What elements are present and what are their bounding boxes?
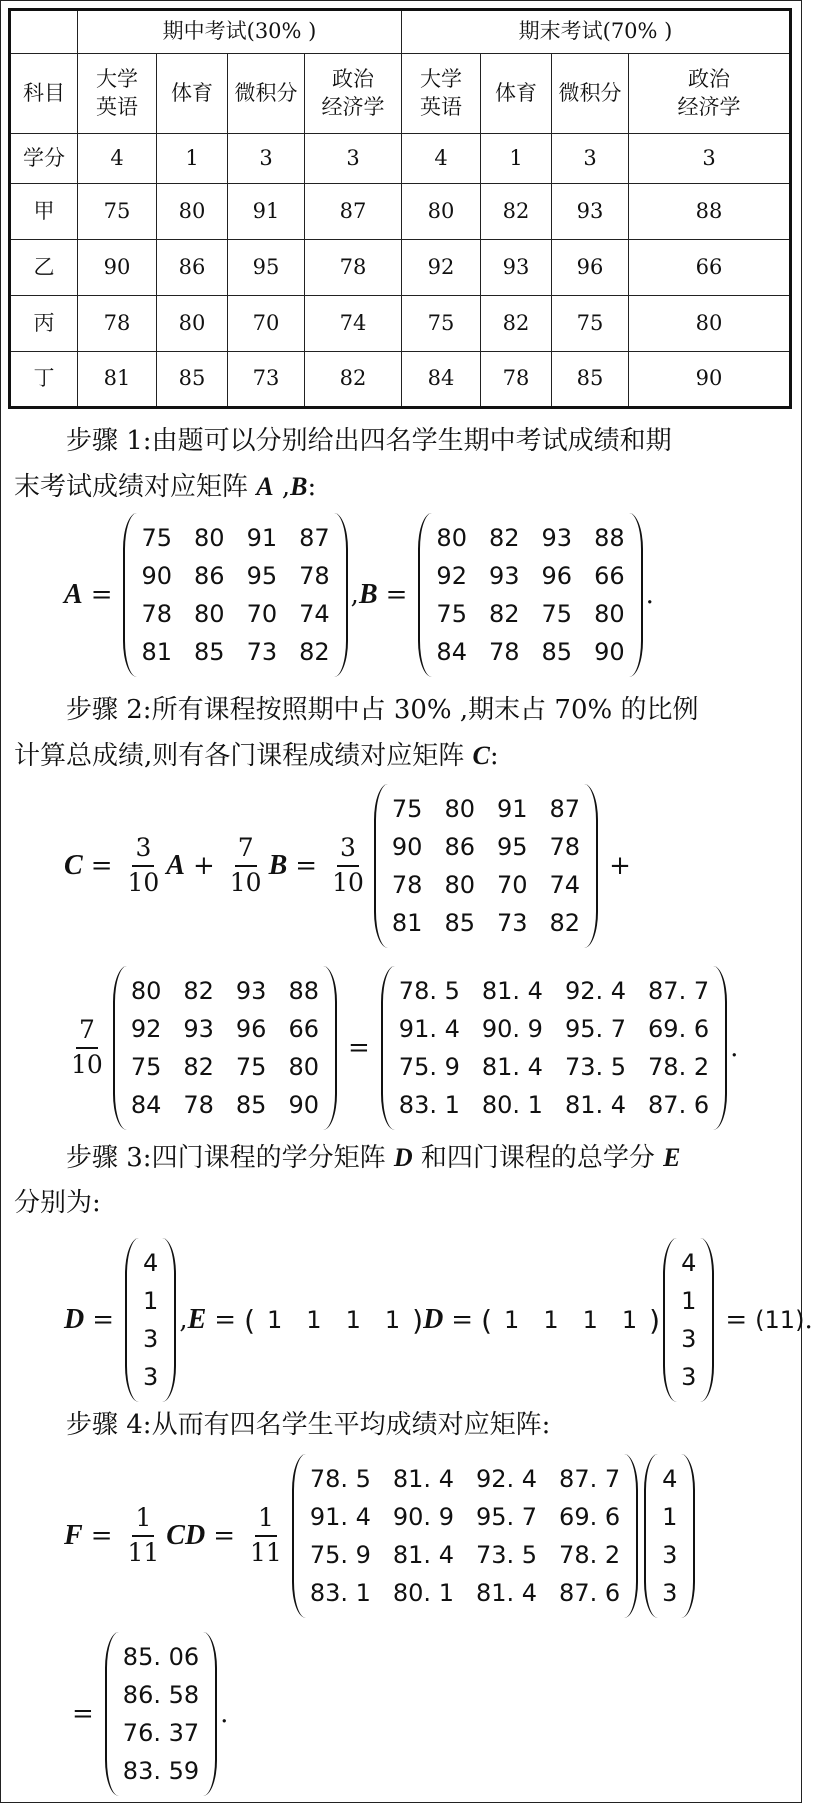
fraction-7-10: $\frac{7}{10}$ — [71, 1015, 103, 1079]
matrix-entry: 95 — [496, 833, 528, 861]
matrix-entry: 88 — [288, 977, 319, 1005]
matrix-entry: 78 — [488, 638, 520, 666]
total-credit-result: (11) — [755, 1306, 805, 1334]
score-cell: 93 — [552, 184, 629, 240]
matrix-entry: 75. 9 — [309, 1541, 371, 1569]
matrix-entry: 75 — [391, 795, 423, 823]
matrix-entry: 85 — [235, 1091, 267, 1119]
matrix-entry: 3 — [143, 1363, 159, 1391]
credit-cell: 1 — [157, 134, 228, 184]
matrix-entry: 81. 4 — [564, 1091, 627, 1119]
matrix-entry: 80 — [194, 524, 225, 552]
step2-text: 步骤 2:所有课程按照期中占 30% ,期末占 70% 的比例 计算总成绩,则有各门课程成绩对应矩阵 C: — [14, 695, 699, 771]
matrix-entry: 80 — [194, 600, 225, 628]
matrix-entry: 78 — [141, 600, 173, 628]
matrix-entry: 86 — [444, 833, 475, 861]
symbol-b: B — [358, 579, 378, 610]
step3-text: 步骤 3:四门课程的学分矩阵 D 和四门课程的总学分 E 分别为: — [14, 1143, 681, 1218]
credit-cell: 4 — [78, 134, 157, 184]
matrix-entry: 73. 5 — [564, 1053, 627, 1081]
score-cell: 90 — [78, 240, 157, 296]
score-cell: 87 — [305, 184, 402, 240]
course-header: 体育 — [481, 54, 552, 134]
fraction-3-10: $\frac{3}{10}$ — [127, 833, 160, 897]
course-header: 政治 经济学 — [305, 54, 402, 134]
matrix-entry: 3 — [681, 1363, 697, 1391]
table-row — [10, 352, 791, 408]
matrix-entry: 78 — [183, 1091, 214, 1119]
score-cell: 93 — [481, 240, 552, 296]
student-rows — [10, 184, 791, 408]
matrix-entry: 74 — [549, 871, 581, 899]
score-cell: 78 — [481, 352, 552, 408]
matrix-entry: 3 — [143, 1325, 159, 1353]
step4-text: 步骤 4:从而有四名学生平均成绩对应矩阵: — [66, 1410, 551, 1440]
matrix-entry: 69. 6 — [559, 1503, 621, 1531]
score-cell: 88 — [629, 184, 791, 240]
matrix-entry: 95. 7 — [564, 1015, 627, 1043]
score-cell: 78 — [78, 296, 157, 352]
matrix-entry: 78. 2 — [559, 1541, 621, 1569]
matrix-entry: 92 — [130, 1015, 162, 1043]
credit-cell: 3 — [305, 134, 402, 184]
score-cell: 75 — [402, 296, 481, 352]
score-table — [8, 8, 792, 409]
matrix-entry: 78. 5 — [398, 977, 460, 1005]
student-name: 甲 — [10, 184, 78, 240]
matrix-entry: 85 — [194, 638, 225, 666]
score-cell: 86 — [157, 240, 228, 296]
matrix-entry: 82 — [183, 977, 214, 1005]
matrix-a — [374, 784, 598, 948]
matrix-b — [418, 513, 642, 677]
table-row — [10, 296, 791, 352]
matrix-entry: 91 — [496, 795, 528, 823]
matrix-entry: 85 — [444, 909, 475, 937]
matrix-entry: 82 — [183, 1053, 214, 1081]
matrix-entry: 78 — [549, 833, 581, 861]
matrix-entry: 85 — [541, 638, 573, 666]
matrix-entry: 95 — [246, 562, 278, 590]
fraction-7-10: $\frac{7}{10}$ — [229, 833, 262, 897]
vector-d — [663, 1238, 714, 1402]
matrix-entry: 90 — [391, 833, 423, 861]
score-cell: 85 — [552, 352, 629, 408]
score-cell: 82 — [481, 296, 552, 352]
equation-f-result: = 85. 06 86. 58 76. 37 83. 59 . — [64, 1632, 228, 1796]
matrix-entry: 4 — [662, 1465, 678, 1493]
score-cell: 82 — [305, 352, 402, 408]
matrix-entry: 80 — [444, 795, 475, 823]
course-header: 大学 英语 — [78, 54, 157, 134]
table-row — [10, 184, 791, 240]
matrix-entry: 75 — [436, 600, 467, 628]
matrix-entry: 75 — [141, 524, 173, 552]
equation-ab: A = 75 80 91 87 90 86 95 78 78 80 70 74 81 85 73 82 , B = 80 82 93 88 92 93 96 66 75 82 75 80 84 78 85 90 . — [64, 513, 654, 677]
matrix-entry: 90 — [141, 562, 173, 590]
credit-cell: 4 — [402, 134, 481, 184]
course-header: 体育 — [157, 54, 228, 134]
equation-f: F = $\frac{1}{11}$ CD = $\frac{1}{11}$ 78. 5 81. 4 92. 4 87. 7 91. 4 90. 9 95. 7 69. 6 75. 9 81. 4 73. 5 78. 2 83. 1 80. 1 81. 4 87. 6 4 1 3 3 — [64, 1454, 698, 1618]
matrix-entry: 4 — [143, 1249, 159, 1277]
matrix-a — [123, 513, 347, 677]
matrix-entry: 70 — [496, 871, 528, 899]
matrix-entry: 80. 1 — [392, 1579, 454, 1607]
matrix-entry: 93 — [541, 524, 573, 552]
matrix-entry: 84 — [130, 1091, 162, 1119]
course-header: 大学 英语 — [402, 54, 481, 134]
matrix-entry: 95. 7 — [475, 1503, 538, 1531]
matrix-entry: 90. 9 — [481, 1015, 543, 1043]
fraction-1-11: $\frac{1}{11}$ — [250, 1503, 282, 1567]
score-cell: 75 — [78, 184, 157, 240]
equation-c-part2: $\frac{7}{10}$ 80 82 93 88 92 93 96 66 75 82 75 80 84 78 85 90 = 78. 5 81. 4 92. 4 87. 7 91. 4 90. 9 95. 7 69. 6 75. 9 81. 4 73. 5 78. 2 83. 1 80. 1 81. 4 87. 6 . — [64, 966, 738, 1130]
matrix-entry: 91 — [246, 524, 278, 552]
matrix-entry: 80 — [436, 524, 467, 552]
matrix-entry: 81 — [141, 638, 173, 666]
matrix-entry: 66 — [594, 562, 625, 590]
score-cell: 70 — [228, 296, 305, 352]
matrix-entry: 78 — [391, 871, 423, 899]
matrix-entry: 73 — [246, 638, 278, 666]
row-vector-ones: ( 1 1 1 1 ) — [244, 1303, 424, 1337]
group-header-midterm: 期中考试(30% ) — [78, 10, 402, 54]
matrix-c — [381, 966, 727, 1130]
matrix-entry: 81. 4 — [481, 1053, 543, 1081]
vector-f — [105, 1632, 217, 1796]
score-cell: 91 — [228, 184, 305, 240]
group-header-final: 期末考试(70% ) — [402, 10, 791, 54]
credit-label: 学分 — [10, 134, 78, 184]
matrix-entry: 83. 1 — [309, 1579, 371, 1607]
matrix-entry: 80. 1 — [481, 1091, 543, 1119]
matrix-entry: 93 — [488, 562, 520, 590]
matrix-entry: 81. 4 — [475, 1579, 538, 1607]
course-header-row — [10, 54, 791, 134]
matrix-entry: 80 — [594, 600, 625, 628]
matrix-entry: 91. 4 — [309, 1503, 371, 1531]
matrix-entry: 66 — [288, 1015, 319, 1043]
score-cell: 80 — [402, 184, 481, 240]
score-cell: 85 — [157, 352, 228, 408]
score-cell: 90 — [629, 352, 791, 408]
matrix-entry: 73. 5 — [475, 1541, 538, 1569]
course-header: 微积分 — [552, 54, 629, 134]
student-name: 乙 — [10, 240, 78, 296]
matrix-entry: 80 — [130, 977, 162, 1005]
matrix-entry: 93 — [183, 1015, 214, 1043]
score-cell: 78 — [305, 240, 402, 296]
score-cell: 80 — [157, 184, 228, 240]
score-cell: 80 — [157, 296, 228, 352]
matrix-entry: 91. 4 — [398, 1015, 460, 1043]
score-cell: 95 — [228, 240, 305, 296]
matrix-entry: 96 — [541, 562, 573, 590]
matrix-entry: 87. 6 — [648, 1091, 710, 1119]
matrix-c — [292, 1454, 638, 1618]
matrix-entry: 83. 1 — [398, 1091, 460, 1119]
matrix-entry: 70 — [246, 600, 278, 628]
matrix-entry: 83. 59 — [122, 1757, 200, 1785]
table-corner-cell — [10, 10, 78, 54]
score-cell: 73 — [228, 352, 305, 408]
matrix-entry: 85. 06 — [122, 1643, 200, 1671]
matrix-entry: 88 — [594, 524, 625, 552]
matrix-entry: 87. 7 — [559, 1465, 621, 1493]
student-name: 丁 — [10, 352, 78, 408]
matrix-entry: 81. 4 — [392, 1541, 454, 1569]
matrix-entry: 87 — [299, 524, 330, 552]
row-vector-ones: ( 1 1 1 1 ) — [481, 1303, 661, 1337]
course-header: 政治 经济学 — [629, 54, 791, 134]
matrix-entry: 90. 9 — [392, 1503, 454, 1531]
matrix-entry: 82 — [299, 638, 330, 666]
matrix-entry: 75 — [130, 1053, 162, 1081]
equation-c-part1: C = $\frac{3}{10}$ A + $\frac{7}{10}$ B = $\frac{3}{10}$ 75 80 91 87 90 86 95 78 78 80 70 74 81 85 73 82 + — [64, 781, 639, 951]
score-cell: 81 — [78, 352, 157, 408]
matrix-entry: 76. 37 — [122, 1719, 200, 1747]
credit-row — [10, 134, 791, 184]
matrix-entry: 75 — [235, 1053, 267, 1081]
matrix-entry: 87 — [549, 795, 581, 823]
equation-de: D = 4 1 3 3 , E = ( 1 1 1 1 ) D = ( 1 1 1 1 ) 4 1 3 3 = (11) . — [64, 1237, 813, 1403]
matrix-entry: 1 — [662, 1503, 678, 1531]
score-cell: 75 — [552, 296, 629, 352]
matrix-entry: 69. 6 — [648, 1015, 710, 1043]
matrix-entry: 92 — [436, 562, 467, 590]
matrix-entry: 75. 9 — [398, 1053, 460, 1081]
matrix-entry: 1 — [143, 1287, 159, 1315]
score-cell: 74 — [305, 296, 402, 352]
symbol-a: A — [64, 579, 83, 610]
matrix-entry: 96 — [235, 1015, 267, 1043]
matrix-entry: 1 — [681, 1287, 697, 1315]
matrix-entry: 80 — [288, 1053, 319, 1081]
matrix-entry: 92. 4 — [564, 977, 627, 1005]
vector-d — [125, 1238, 176, 1402]
matrix-entry: 3 — [662, 1541, 678, 1569]
score-cell: 84 — [402, 352, 481, 408]
matrix-entry: 87. 7 — [648, 977, 710, 1005]
score-cell: 92 — [402, 240, 481, 296]
matrix-entry: 82 — [488, 600, 520, 628]
matrix-entry: 84 — [436, 638, 467, 666]
matrix-entry: 82 — [549, 909, 581, 937]
matrix-entry: 92. 4 — [475, 1465, 538, 1493]
matrix-entry: 80 — [444, 871, 475, 899]
matrix-entry: 4 — [681, 1249, 697, 1277]
score-cell: 82 — [481, 184, 552, 240]
matrix-entry: 78. 5 — [309, 1465, 371, 1493]
matrix-entry: 90 — [288, 1091, 319, 1119]
subject-label: 科目 — [10, 54, 78, 134]
student-name: 丙 — [10, 296, 78, 352]
matrix-entry: 81. 4 — [481, 977, 543, 1005]
matrix-entry: 86 — [194, 562, 225, 590]
score-cell: 96 — [552, 240, 629, 296]
matrix-entry: 93 — [235, 977, 267, 1005]
vector-d — [644, 1454, 695, 1618]
score-cell: 80 — [629, 296, 791, 352]
matrix-entry: 81. 4 — [392, 1465, 454, 1493]
matrix-entry: 3 — [662, 1579, 678, 1607]
credit-cell: 3 — [228, 134, 305, 184]
table-row — [10, 240, 791, 296]
matrix-entry: 74 — [299, 600, 330, 628]
credit-cell: 3 — [629, 134, 791, 184]
matrix-entry: 78 — [299, 562, 330, 590]
matrix-entry: 90 — [594, 638, 625, 666]
fraction-1-11: $\frac{1}{11}$ — [127, 1503, 160, 1567]
matrix-entry: 73 — [496, 909, 528, 937]
matrix-b — [113, 966, 337, 1130]
credit-cell: 3 — [552, 134, 629, 184]
score-cell: 66 — [629, 240, 791, 296]
course-header: 微积分 — [228, 54, 305, 134]
matrix-entry: 3 — [681, 1325, 697, 1353]
matrix-entry: 82 — [488, 524, 520, 552]
matrix-entry: 86. 58 — [122, 1681, 200, 1709]
matrix-entry: 75 — [541, 600, 573, 628]
credit-cell: 1 — [481, 134, 552, 184]
matrix-entry: 87. 6 — [559, 1579, 621, 1607]
matrix-entry: 81 — [391, 909, 423, 937]
step1-text: 步骤 1:由题可以分别给出四名学生期中考试成绩和期 末考试成绩对应矩阵 A ,B: — [14, 426, 672, 502]
fraction-3-10: $\frac{3}{10}$ — [332, 833, 364, 897]
matrix-entry: 78. 2 — [648, 1053, 710, 1081]
